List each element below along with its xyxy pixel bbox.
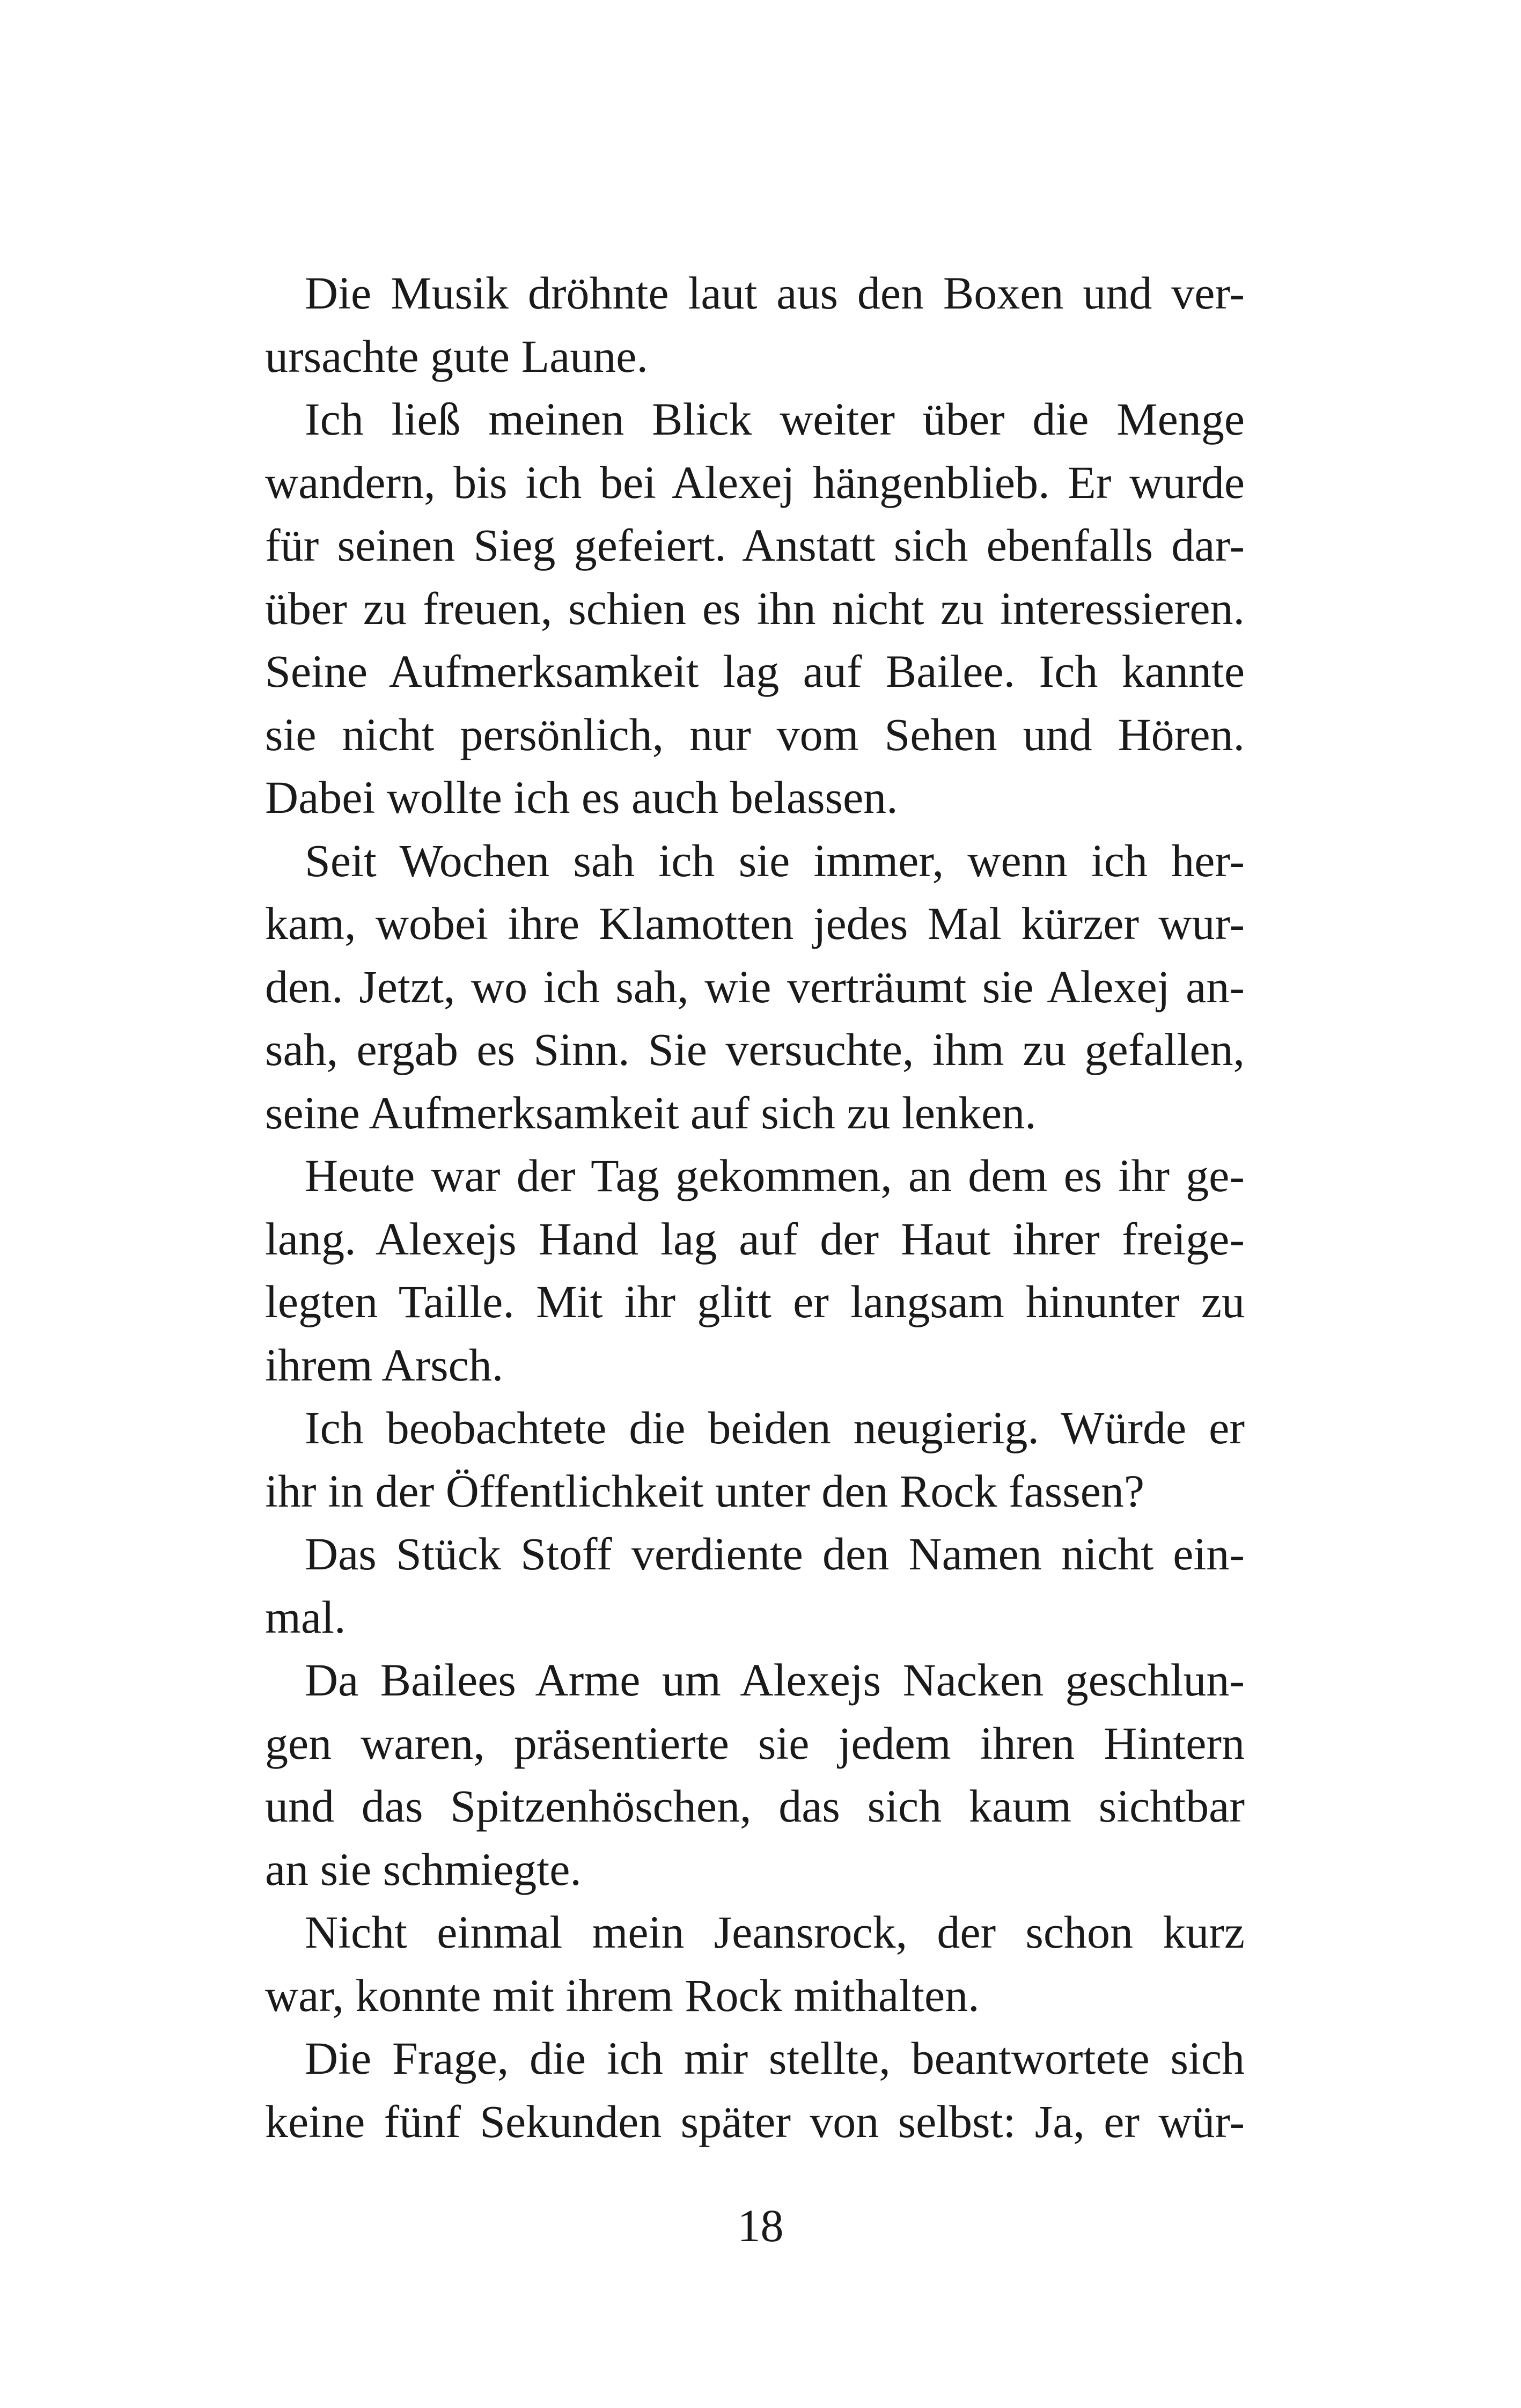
text-line: Nicht einmal mein Jeansrock, der schon kurz: [305, 1906, 1245, 1958]
text-line: an sie schmiegte.: [265, 1843, 582, 1895]
text-line: seine Aufmerksamkeit auf sich zu lenken.: [265, 1086, 1037, 1139]
text-line: Ich beobachtete die beiden neugierig. Würde er: [305, 1402, 1245, 1453]
text-line: Das Stück Stoff verdiente den Namen nicht ein-: [305, 1528, 1245, 1580]
text-line: Die Musik dröhnte laut aus den Boxen und ver-: [305, 267, 1245, 319]
text-line: Seine Aufmerksamkeit lag auf Bailee. Ich kannte: [265, 645, 1245, 697]
text-line: Ich ließ meinen Blick weiter über die Menge: [305, 393, 1245, 445]
text-line: wandern, bis ich bei Alexej hängenblieb. Er wurde: [265, 456, 1245, 508]
text-line: kam, wobei ihre Klamotten jedes Mal kürzer wur-: [265, 898, 1245, 949]
text-line: legten Taille. Mit ihr glitt er langsam hinunter zu: [265, 1276, 1245, 1327]
page-number: 18: [737, 2200, 784, 2251]
text-line: Heute war der Tag gekommen, an dem es ihr ge-: [305, 1150, 1245, 1201]
text-line: und das Spitzenhöschen, das sich kaum sichtbar: [265, 1780, 1245, 1832]
text-line: über zu freuen, schien es ihn nicht zu interessieren.: [265, 582, 1245, 634]
text-line: lang. Alexejs Hand lag auf der Haut ihrer freige-: [265, 1213, 1245, 1265]
body-text: [265, 262, 1245, 2153]
text-line: sah, ergab es Sinn. Sie versuchte, ihm zu gefallen,: [265, 1024, 1245, 1075]
text-line: Die Frage, die ich mir stellte, beantwortete sich: [305, 2032, 1245, 2084]
text-line: Dabei wollte ich es auch belassen.: [265, 772, 898, 823]
text-line: gen waren, präsentierte sie jedem ihren Hintern: [265, 1717, 1245, 1769]
text-line: mal.: [265, 1591, 346, 1643]
text-line: Da Bailees Arme um Alexejs Nacken geschlun-: [305, 1654, 1245, 1706]
text-line: ihr in der Öffentlichkeit unter den Rock fassen?: [265, 1465, 1145, 1517]
text-line: für seinen Sieg gefeiert. Anstatt sich ebenfalls dar-: [265, 519, 1245, 571]
text-line: ihrem Arsch.: [265, 1339, 504, 1391]
text-line: war, konnte mit ihrem Rock mithalten.: [265, 1969, 980, 2021]
text-line: keine fünf Sekunden später von selbst: Ja, er wür-: [265, 2095, 1245, 2147]
text-line: sie nicht persönlich, nur vom Sehen und Hören.: [265, 708, 1245, 760]
text-line: Seit Wochen sah ich sie immer, wenn ich her-: [305, 834, 1245, 886]
text-line: den. Jetzt, wo ich sah, wie verträumt sie Alexej an-: [265, 960, 1245, 1012]
text-line: ursachte gute Laune.: [265, 330, 648, 382]
